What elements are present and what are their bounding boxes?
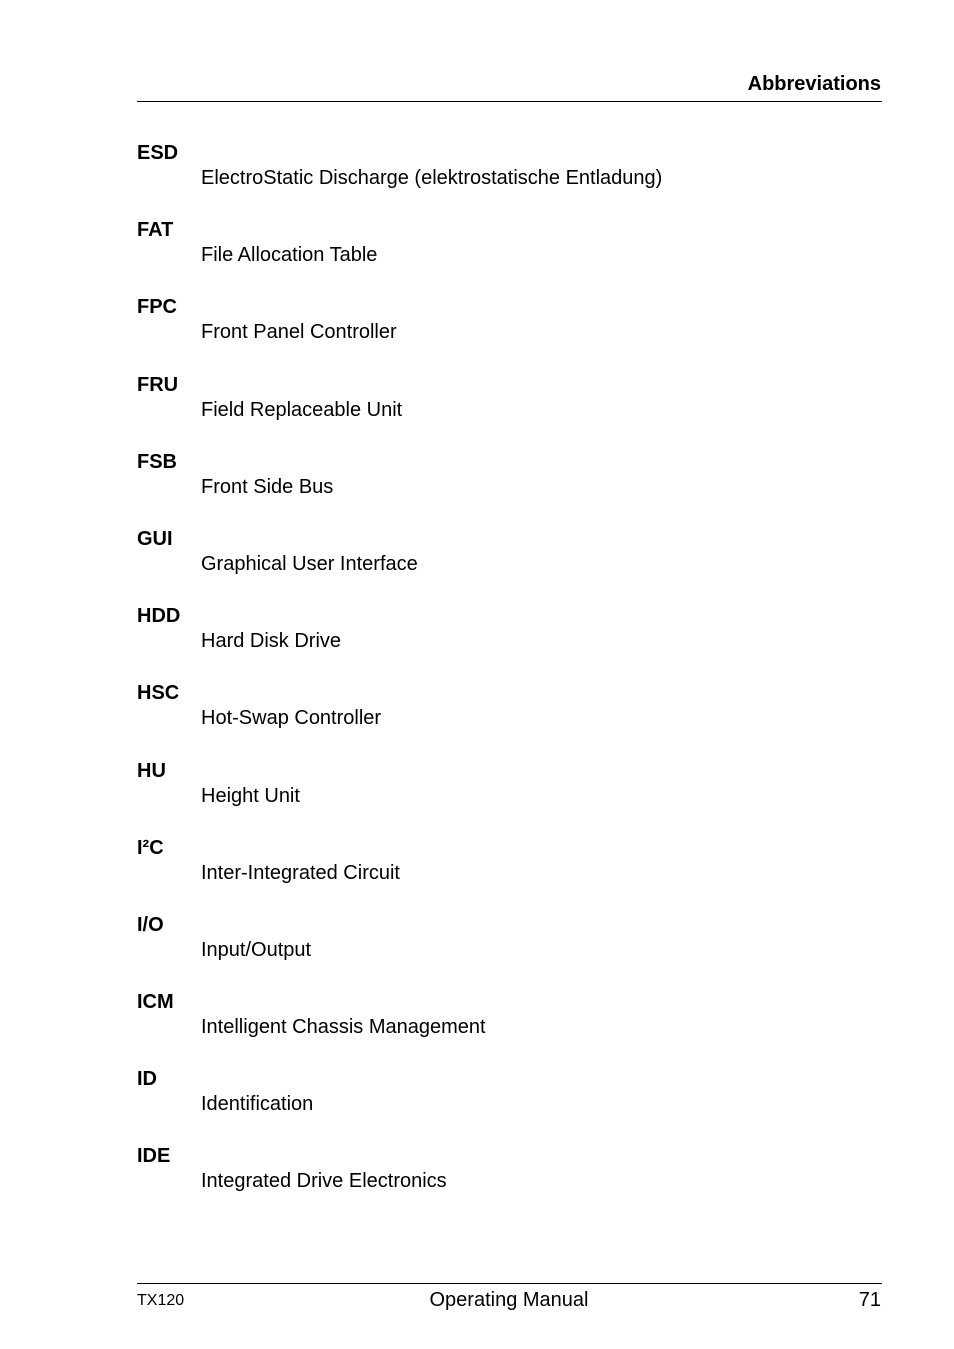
abbreviation-term: HU	[137, 759, 166, 782]
header-divider	[137, 101, 882, 102]
footer-model: TX120	[137, 1292, 185, 1309]
footer-divider	[137, 1283, 882, 1284]
abbreviation-term: ESD	[137, 142, 179, 164]
abbreviation-definition: Hot-Swap Controller	[201, 707, 382, 730]
abbreviation-definition: Intelligent Chassis Management	[201, 1016, 486, 1039]
abbreviation-entry	[137, 913, 882, 990]
abbreviation-entry	[137, 527, 882, 604]
abbreviation-entry	[137, 218, 882, 295]
abbreviation-definition: Hard Disk Drive	[201, 630, 342, 653]
abbreviation-entry	[137, 141, 882, 218]
abbreviation-term: ID	[137, 1068, 157, 1091]
abbreviation-entry	[137, 450, 882, 527]
abbreviation-entry	[137, 295, 882, 372]
abbreviation-definition: Front Side Bus	[201, 475, 334, 498]
abbreviation-definition: File Allocation Table	[201, 244, 378, 267]
abbreviation-term: IDE	[137, 1145, 171, 1168]
abbreviation-term: HSC	[137, 682, 180, 705]
abbreviation-entry	[137, 1067, 882, 1144]
abbreviation-definition: Identification	[201, 1093, 314, 1116]
abbreviation-entry	[137, 990, 882, 1067]
footer-document-title: Operating Manual	[429, 1289, 589, 1311]
abbreviation-term: I²C	[137, 836, 164, 859]
abbreviation-definition: ElectroStatic Discharge (elektrostatische Entladung)	[201, 167, 663, 189]
abbreviation-term: FAT	[137, 219, 174, 242]
abbreviation-definition: Height Unit	[201, 784, 300, 807]
abbreviation-definition: Front Panel Controller	[201, 321, 397, 344]
abbreviation-entry	[137, 836, 882, 913]
abbreviation-definition: Input/Output	[201, 938, 312, 961]
abbreviation-term: FRU	[137, 373, 179, 396]
abbreviation-entry	[137, 604, 882, 681]
abbreviation-term: GUI	[137, 527, 173, 550]
abbreviation-term: FPC	[137, 296, 177, 319]
abbreviation-definition: Inter-Integrated Circuit	[201, 861, 400, 884]
abbreviation-definition: Graphical User Interface	[201, 552, 418, 575]
footer-page-number: 71	[858, 1289, 881, 1311]
page-header-title: Abbreviations	[747, 73, 881, 95]
abbreviation-term: ICM	[137, 991, 174, 1014]
abbreviation-definition: Field Replaceable Unit	[201, 398, 403, 421]
abbreviation-definition: Integrated Drive Electronics	[201, 1170, 447, 1193]
abbreviation-entry	[137, 373, 882, 450]
abbreviation-list	[137, 141, 882, 1222]
abbreviation-entry	[137, 1144, 882, 1221]
abbreviation-term: HDD	[137, 605, 181, 628]
abbreviation-entry	[137, 759, 882, 836]
abbreviation-term: I/O	[137, 913, 164, 936]
abbreviation-term: FSB	[137, 450, 177, 473]
abbreviation-entry	[137, 681, 882, 758]
